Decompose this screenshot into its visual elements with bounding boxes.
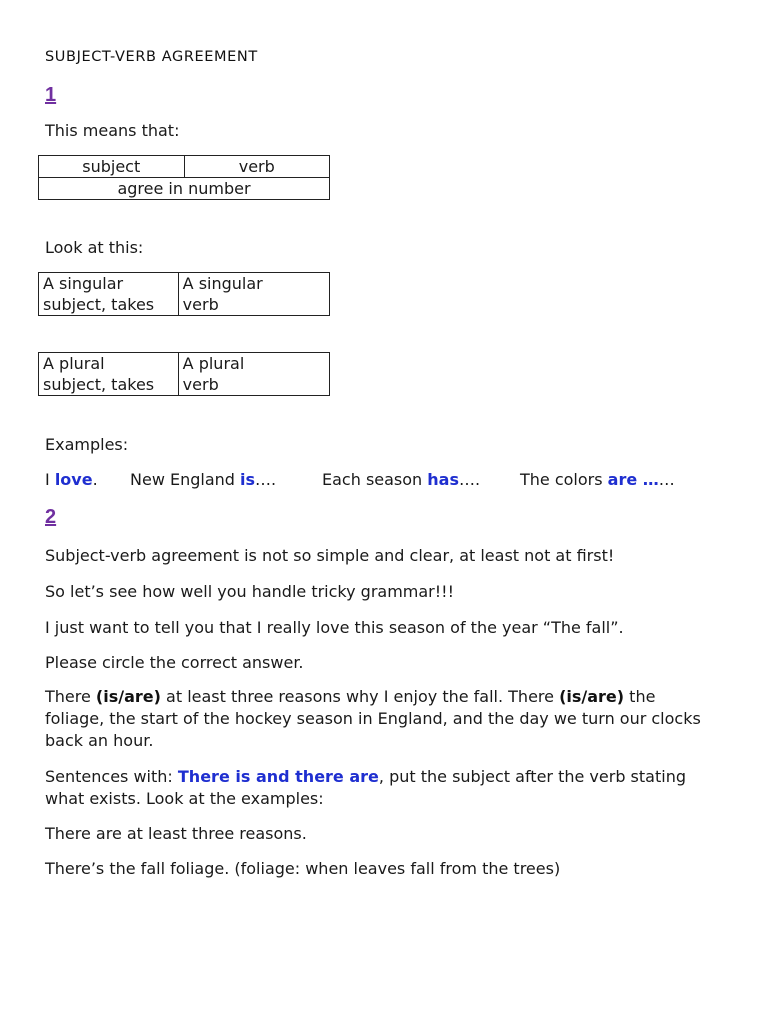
example-2 xyxy=(130,469,322,491)
singular-left-line2: subject, takes xyxy=(43,295,155,314)
example-2-end: …. xyxy=(255,470,277,489)
example-2-verb: is xyxy=(240,470,256,489)
page-title: SUBJECT-VERB AGREEMENT xyxy=(45,49,258,65)
example-4-verb: are … xyxy=(607,470,659,489)
paragraph-tricky-grammar: So let’s see how well you handle tricky grammar!!! xyxy=(45,582,454,601)
paragraph-instruction: Please circle the correct answer. xyxy=(45,653,304,672)
look-at-this-text: Look at this: xyxy=(45,238,144,257)
singular-left-line1: A singular xyxy=(43,274,124,293)
example-2-subject: New England xyxy=(130,470,241,489)
there-is-text-b: , put the subject after the verb stating what exists. Look at the examples: xyxy=(45,767,686,808)
paragraph-love-season: I just want to tell you that I really love this season of the year “The fall”. xyxy=(45,618,624,637)
example-1 xyxy=(45,469,130,491)
subject-cell: subject xyxy=(39,156,185,178)
there-is-highlight: There is and there are xyxy=(177,767,379,786)
plural-subject-cell xyxy=(39,353,179,396)
there-is-text-a: Sentences with: xyxy=(45,767,178,786)
singular-subject-cell xyxy=(39,273,179,316)
plural-table xyxy=(38,352,330,396)
example-3-verb: has xyxy=(427,470,459,489)
plural-right-line1: A plural xyxy=(182,354,245,373)
choice-1: (is/are) xyxy=(95,687,161,706)
example-sentence-2: There’s the fall foliage. (foliage: when leaves fall from the trees) xyxy=(45,859,561,878)
example-3-end: …. xyxy=(459,470,481,489)
exercise-paragraph xyxy=(45,686,705,752)
agree-cell: agree in number xyxy=(39,178,330,200)
verb-cell: verb xyxy=(184,156,330,178)
example-1-subject: I xyxy=(45,470,55,489)
section-number-2: 2 xyxy=(45,506,57,528)
agreement-table xyxy=(38,155,330,200)
there-is-paragraph xyxy=(45,766,705,810)
example-3 xyxy=(322,469,520,491)
examples-row xyxy=(45,469,675,491)
exercise-text-c: the foliage, the start of the hockey season in England, and the day we turn our clocks back an hour. xyxy=(45,687,701,750)
exercise-text-b: at least three reasons why I enjoy the fall. There xyxy=(160,687,560,706)
this-means-text: This means that: xyxy=(45,121,180,140)
singular-right-line1: A singular xyxy=(182,274,263,293)
section-number-1: 1 xyxy=(45,84,57,106)
plural-left-line1: A plural xyxy=(43,354,105,373)
choice-2: (is/are) xyxy=(559,687,625,706)
example-sentence-1: There are at least three reasons. xyxy=(45,824,307,843)
example-1-verb: love xyxy=(54,470,93,489)
plural-left-line2: subject, takes xyxy=(43,375,155,394)
singular-verb-cell xyxy=(178,273,329,316)
plural-right-line2: verb xyxy=(182,375,219,394)
example-4 xyxy=(520,469,675,491)
singular-right-line2: verb xyxy=(182,295,219,314)
singular-table xyxy=(38,272,330,316)
example-4-subject: The colors xyxy=(520,470,608,489)
example-4-end: … xyxy=(658,470,675,489)
example-1-end: . xyxy=(92,470,98,489)
examples-label: Examples: xyxy=(45,435,129,454)
example-3-subject: Each season xyxy=(322,470,428,489)
plural-verb-cell xyxy=(178,353,329,396)
paragraph-intro: Subject-verb agreement is not so simple and clear, at least not at first! xyxy=(45,546,615,565)
exercise-text-a: There xyxy=(45,687,96,706)
